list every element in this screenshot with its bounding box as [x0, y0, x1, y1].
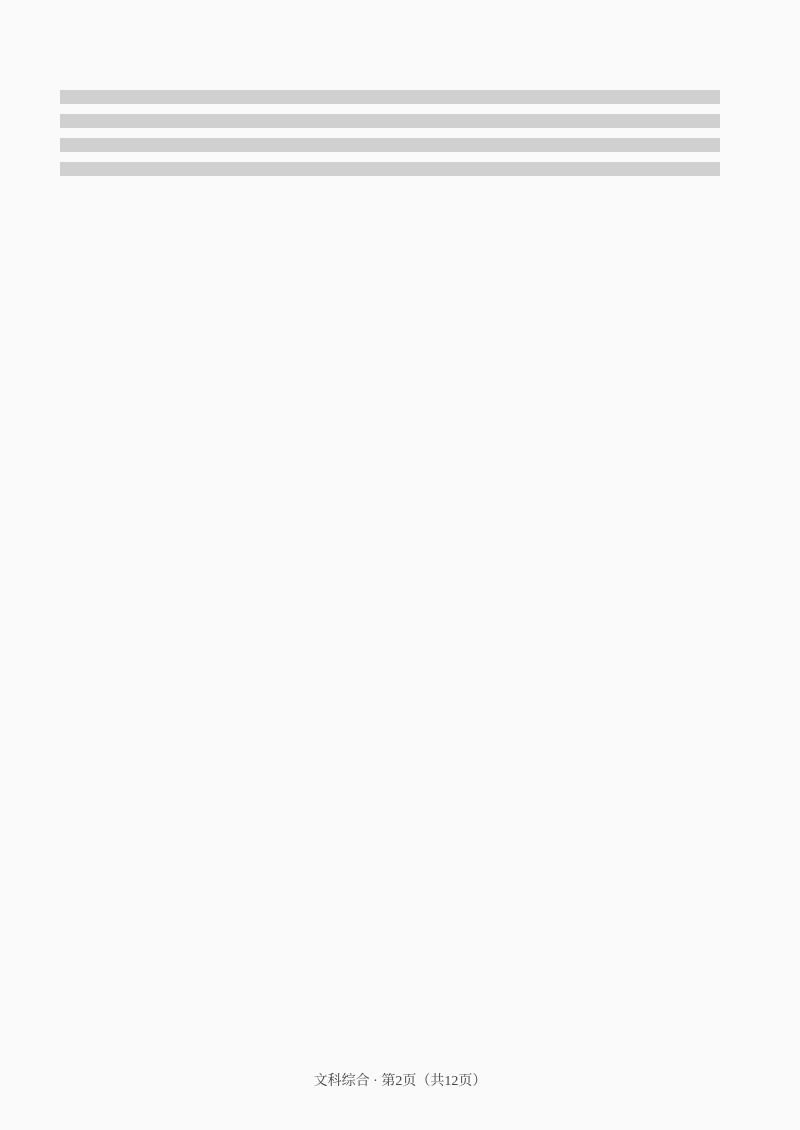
text-line	[60, 138, 720, 152]
text-line	[60, 114, 720, 128]
text-line	[60, 90, 720, 104]
text-block	[60, 80, 720, 186]
text-line	[60, 162, 720, 176]
page-footer: 文科综合 · 第2页（共12页）	[313, 1074, 487, 1089]
